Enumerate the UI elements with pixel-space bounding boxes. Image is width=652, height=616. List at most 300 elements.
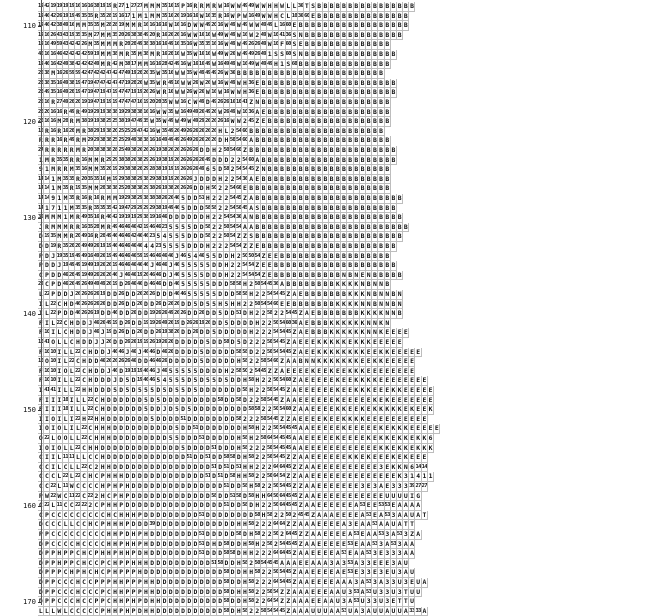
grid-cell: D: [199, 568, 204, 577]
grid-cell: 58: [242, 386, 248, 396]
grid-cell: 46: [143, 367, 149, 377]
grid-cell: E: [372, 558, 377, 567]
grid-cell: 45: [286, 482, 292, 492]
grid-cell: 19: [137, 376, 143, 386]
grid-cell: D: [230, 520, 235, 529]
grid-cell: 51: [199, 511, 205, 521]
grid-cell: D: [38, 520, 43, 529]
grid-cell: 50: [211, 184, 217, 194]
grid-cell: R: [57, 165, 61, 174]
grid-cell: 26: [205, 127, 211, 137]
grid-cell: 19: [69, 31, 75, 41]
grid-cell: P: [113, 549, 117, 558]
grid-cell: J: [51, 251, 55, 260]
grid-cell: 35: [81, 184, 87, 194]
grid-cell: Z: [280, 587, 284, 596]
grid-cell: D: [224, 251, 228, 260]
grid-cell: B: [304, 40, 309, 49]
grid-cell: C: [51, 472, 55, 481]
grid-cell: 58: [224, 607, 230, 616]
grid-cell: B: [354, 222, 358, 231]
grid-cell: W: [236, 2, 241, 10]
grid-cell: U: [410, 587, 414, 596]
grid-cell: P: [45, 549, 49, 558]
grid-cell: 20: [137, 69, 143, 79]
grid-cell: D: [199, 338, 204, 346]
grid-cell: D: [100, 347, 105, 356]
grid-cell: D: [144, 568, 148, 577]
grid-cell: 26: [106, 338, 112, 348]
grid-cell: E: [323, 539, 327, 548]
grid-cell: 45: [267, 280, 273, 290]
grid-cell: K: [323, 357, 327, 366]
grid-cell: B: [298, 126, 303, 135]
grid-cell: N: [360, 280, 365, 289]
grid-cell: D: [193, 395, 197, 404]
grid-cell: D: [243, 395, 247, 404]
grid-cell: B: [304, 213, 309, 222]
grid-cell: B: [311, 203, 315, 212]
row-cells: [38, 434, 434, 444]
grid-cell: A: [311, 491, 315, 500]
row-tick: [38, 218, 41, 219]
grid-cell: P: [63, 558, 68, 567]
grid-cell: 60: [286, 50, 292, 60]
grid-cell: D: [230, 568, 235, 577]
grid-cell: 51: [180, 415, 186, 425]
grid-cell: I: [38, 309, 43, 318]
grid-cell: N: [403, 462, 408, 471]
grid-cell: D: [119, 443, 123, 452]
grid-cell: W: [150, 117, 154, 126]
grid-cell: 49: [81, 252, 87, 262]
grid-cell: D: [205, 357, 210, 366]
grid-cell: 46: [125, 252, 131, 262]
grid-cell: H: [82, 386, 86, 394]
grid-cell: Z: [292, 453, 296, 462]
grid-cell: N: [385, 290, 389, 298]
grid-cell: D: [168, 405, 173, 414]
grid-cell: L: [57, 338, 61, 346]
grid-cell: A: [397, 558, 402, 567]
grid-cell: E: [410, 414, 414, 423]
grid-cell: D: [119, 309, 123, 318]
grid-cell: C: [82, 472, 86, 481]
grid-cell: E: [329, 443, 334, 452]
grid-cell: 22: [81, 434, 87, 444]
grid-cell: 35: [88, 223, 94, 233]
grid-cell: 59: [137, 252, 143, 262]
grid-cell: B: [379, 261, 383, 270]
grid-row: [0, 568, 652, 578]
grid-cell: 58: [248, 540, 254, 550]
grid-cell: K: [354, 280, 358, 289]
grid-cell: B: [354, 232, 358, 241]
grid-cell: 11: [63, 482, 69, 492]
grid-cell: Z: [255, 261, 259, 270]
grid-cell: B: [342, 136, 346, 145]
grid-cell: B: [323, 117, 327, 126]
grid-cell: B: [255, 194, 259, 202]
grid-cell: D: [137, 405, 142, 414]
grid-cell: U: [403, 491, 408, 500]
grid-cell: B: [304, 174, 309, 183]
grid-cell: D: [205, 443, 210, 452]
grid-cell: 4: [416, 472, 420, 481]
grid-cell: E: [335, 462, 340, 471]
grid-cell: B: [280, 242, 284, 250]
grid-cell: D: [125, 501, 129, 510]
grid-cell: D: [144, 520, 148, 529]
grid-cell: 26: [174, 127, 180, 137]
grid-cell: 64: [286, 530, 292, 540]
grid-cell: B: [372, 69, 377, 78]
grid-row: [0, 136, 652, 146]
grid-cell: B: [379, 165, 383, 174]
grid-cell: C: [106, 587, 111, 596]
row-cells: [38, 520, 415, 530]
grid-cell: A: [249, 136, 253, 145]
grid-cell: 54: [279, 405, 285, 415]
row-cells: [38, 511, 428, 521]
grid-cell: E: [317, 443, 321, 452]
grid-cell: 49: [261, 60, 267, 70]
grid-cell: 22: [81, 463, 87, 473]
grid-cell: B: [372, 251, 377, 260]
grid-cell: D: [187, 232, 191, 241]
grid-cell: B: [342, 98, 346, 106]
grid-cell: 38: [131, 108, 137, 118]
grid-cell: 54: [279, 348, 285, 358]
grid-cell: D: [113, 453, 117, 462]
grid-cell: D: [187, 424, 191, 433]
grid-cell: D: [144, 280, 148, 289]
grid-cell: 58: [217, 559, 223, 569]
grid-cell: D: [100, 309, 105, 318]
grid-cell: 22: [75, 376, 81, 386]
grid-cell: N: [379, 299, 383, 308]
grid-cell: D: [212, 568, 216, 577]
grid-cell: H: [261, 510, 266, 519]
grid-cell: P: [94, 578, 98, 586]
grid-cell: P: [131, 606, 136, 615]
grid-cell: 1: [131, 11, 136, 20]
grid-cell: U: [348, 606, 352, 615]
grid-cell: 45: [292, 309, 298, 319]
grid-cell: D: [199, 222, 204, 231]
grid-cell: K: [354, 328, 358, 337]
grid-cell: I: [69, 405, 74, 414]
grid-cell: 58: [248, 520, 254, 530]
grid-cell: E: [422, 424, 426, 433]
grid-cell: 35: [149, 69, 155, 79]
row-label: [0, 549, 38, 559]
grid-cell: Z: [292, 482, 296, 490]
grid-cell: 3: [372, 482, 377, 490]
grid-cell: 26: [174, 328, 180, 338]
grid-cell: 46: [118, 242, 124, 252]
grid-cell: B: [323, 50, 327, 58]
grid-row: [0, 290, 652, 300]
grid-cell: I: [57, 347, 61, 356]
grid-cell: A: [298, 520, 303, 529]
row-cells: [38, 453, 428, 463]
grid-cell: 64: [279, 520, 285, 530]
grid-cell: 5: [187, 270, 191, 279]
grid-cell: B: [298, 136, 303, 145]
grid-cell: 19: [100, 242, 106, 252]
grid-cell: 59: [88, 50, 94, 60]
grid-cell: 26: [162, 357, 168, 367]
grid-cell: 27: [94, 31, 100, 41]
grid-cell: B: [342, 30, 346, 39]
grid-cell: N: [366, 318, 371, 327]
grid-cell: B: [273, 194, 278, 202]
grid-cell: N: [385, 299, 389, 308]
grid-cell: F: [38, 366, 43, 375]
grid-cell: 58: [230, 472, 236, 482]
grid-cell: 5: [205, 290, 210, 298]
grid-cell: U: [317, 606, 321, 615]
grid-cell: D: [218, 270, 222, 279]
grid-cell: 64: [273, 578, 279, 588]
grid-cell: 3: [342, 597, 346, 606]
grid-cell: B: [329, 280, 334, 289]
grid-cell: B: [372, 242, 377, 250]
row-label: [0, 559, 38, 569]
grid-cell: B: [360, 2, 365, 10]
grid-cell: A: [379, 482, 383, 490]
grid-cell: 60: [273, 357, 279, 367]
grid-cell: B: [372, 98, 377, 106]
grid-cell: K: [372, 395, 377, 404]
grid-cell: 16: [217, 79, 223, 89]
grid-cell: B: [335, 290, 340, 298]
grid-cell: 16: [248, 12, 254, 22]
grid-cell: L: [45, 309, 49, 318]
grid-cell: D: [168, 530, 173, 538]
grid-cell: 47: [106, 88, 112, 98]
grid-cell: D: [187, 530, 191, 538]
grid-cell: U: [342, 587, 346, 596]
grid-cell: R: [218, 11, 222, 20]
grid-cell: 26: [180, 136, 186, 146]
grid-cell: E: [317, 491, 321, 500]
grid-cell: D: [131, 501, 136, 510]
grid-cell: 22: [75, 386, 81, 396]
grid-cell: 42: [112, 204, 118, 214]
grid-cell: R: [57, 126, 61, 135]
grid-row: [0, 492, 652, 502]
grid-cell: 45: [286, 444, 292, 454]
grid-cell: D: [205, 482, 210, 490]
grid-cell: D: [125, 414, 129, 423]
grid-cell: 19: [156, 338, 162, 348]
grid-cell: A: [335, 558, 340, 567]
grid-cell: M: [88, 30, 92, 39]
grid-cell: P: [125, 587, 129, 596]
grid-cell: 35: [50, 88, 56, 98]
grid-cell: D: [131, 299, 136, 308]
row-cells: [38, 444, 434, 454]
grid-row: [0, 79, 652, 89]
grid-cell: E: [329, 414, 334, 423]
grid-cell: 16: [180, 98, 186, 108]
grid-cell: B: [261, 232, 266, 241]
grid-cell: K: [379, 405, 383, 414]
grid-cell: B: [366, 126, 371, 135]
grid-cell: D: [224, 357, 228, 366]
grid-cell: 26: [137, 300, 143, 310]
grid-cell: D: [193, 242, 197, 250]
grid-cell: E: [342, 491, 346, 500]
grid-cell: 54: [236, 223, 242, 233]
grid-cell: 41: [50, 386, 56, 396]
grid-cell: 2: [218, 213, 222, 222]
grid-cell: 49: [112, 252, 118, 262]
grid-cell: R: [75, 155, 80, 164]
grid-cell: H: [131, 539, 136, 548]
grid-cell: 35: [75, 31, 81, 41]
grid-cell: 49: [81, 242, 87, 252]
grid-cell: 53: [378, 530, 384, 540]
grid-cell: 58: [255, 405, 261, 415]
grid-cell: A: [311, 558, 315, 567]
grid-cell: B: [379, 126, 383, 135]
grid-cell: U: [385, 491, 389, 500]
grid-cell: D: [218, 261, 222, 270]
grid-cell: D: [193, 530, 197, 538]
grid-cell: 46: [131, 271, 137, 281]
grid-cell: C: [57, 530, 61, 538]
grid-cell: 20: [69, 271, 75, 281]
grid-cell: 26: [81, 40, 87, 50]
grid-cell: 58: [236, 348, 242, 358]
row-label: [0, 482, 38, 492]
grid-cell: H: [125, 482, 129, 490]
grid-cell: B: [280, 117, 284, 126]
grid-cell: E: [391, 328, 395, 337]
grid-cell: T: [403, 520, 408, 529]
grid-cell: 54: [273, 588, 279, 598]
grid-cell: L: [63, 338, 68, 346]
grid-cell: A: [249, 203, 253, 212]
grid-cell: C: [63, 501, 68, 510]
grid-cell: B: [342, 213, 346, 222]
grid-cell: 53: [366, 549, 372, 559]
grid-cell: S: [292, 30, 296, 39]
grid-cell: B: [329, 88, 334, 97]
grid-cell: O: [63, 366, 68, 375]
grid-cell: K: [335, 405, 340, 414]
grid-cell: B: [292, 155, 296, 164]
grid-cell: P: [181, 2, 185, 10]
grid-cell: L: [63, 520, 68, 529]
grid-cell: R: [88, 194, 92, 202]
grid-cell: 19: [156, 156, 162, 166]
grid-cell: B: [372, 232, 377, 241]
grid-cell: 2: [224, 184, 228, 193]
grid-cell: B: [329, 30, 334, 39]
grid-cell: D: [230, 386, 235, 394]
grid-cell: 54: [248, 261, 254, 271]
grid-cell: 26: [174, 300, 180, 310]
row-cells: [38, 31, 403, 41]
grid-cell: B: [311, 40, 315, 49]
grid-cell: 46: [125, 271, 131, 281]
grid-cell: B: [317, 318, 321, 327]
grid-cell: A: [372, 530, 377, 538]
grid-cell: B: [360, 251, 365, 260]
grid-cell: H: [106, 510, 111, 519]
grid-cell: K: [379, 328, 383, 337]
grid-cell: B: [329, 59, 334, 68]
grid-cell: 60: [273, 300, 279, 310]
grid-cell: Z: [243, 194, 247, 202]
grid-cell: M: [125, 21, 129, 30]
grid-cell: K: [354, 290, 358, 298]
grid-cell: E: [298, 414, 303, 423]
grid-cell: E: [385, 328, 389, 337]
grid-cell: 17: [125, 12, 131, 22]
grid-cell: H: [88, 443, 92, 452]
grid-cell: B: [323, 78, 327, 87]
grid-cell: C: [75, 558, 80, 567]
grid-cell: Z: [292, 472, 296, 481]
grid-cell: Z: [298, 462, 303, 471]
grid-cell: B: [372, 203, 377, 212]
grid-cell: 50: [267, 348, 273, 358]
row-label: 130: [23, 213, 36, 223]
grid-cell: H: [249, 434, 253, 442]
grid-cell: R: [106, 222, 111, 231]
grid-cell: B: [323, 184, 327, 193]
grid-cell: 51: [211, 559, 217, 569]
grid-cell: P: [45, 539, 49, 548]
grid-cell: B: [311, 222, 315, 231]
grid-cell: 16: [44, 50, 50, 60]
grid-cell: 2: [255, 386, 259, 394]
grid-cell: D: [119, 453, 123, 462]
grid-cell: 14: [38, 194, 44, 204]
grid-cell: A: [311, 501, 315, 510]
grid-cell: B: [391, 21, 395, 30]
grid-cell: 45: [273, 415, 279, 425]
grid-row: [0, 194, 652, 204]
row-label: [0, 194, 38, 204]
row-label: [0, 31, 38, 41]
grid-cell: D: [230, 606, 235, 615]
grid-cell: D: [187, 414, 191, 423]
grid-cell: B: [273, 136, 278, 145]
grid-cell: R: [75, 107, 80, 116]
grid-cell: Z: [280, 597, 284, 606]
grid-cell: H: [267, 2, 272, 10]
grid-cell: 26: [106, 261, 112, 271]
grid-cell: 2: [267, 462, 272, 471]
grid-cell: 38: [69, 79, 75, 89]
grid-cell: 50: [267, 386, 273, 396]
grid-cell: 59: [69, 69, 75, 79]
grid-cell: 16: [211, 88, 217, 98]
grid-cell: B: [255, 184, 259, 193]
grid-cell: D: [137, 606, 142, 615]
grid-cell: H: [113, 520, 117, 529]
grid-cell: 38: [143, 136, 149, 146]
grid-cell: B: [335, 242, 340, 250]
grid-cell: B: [311, 78, 315, 87]
grid-cell: C: [100, 568, 105, 577]
